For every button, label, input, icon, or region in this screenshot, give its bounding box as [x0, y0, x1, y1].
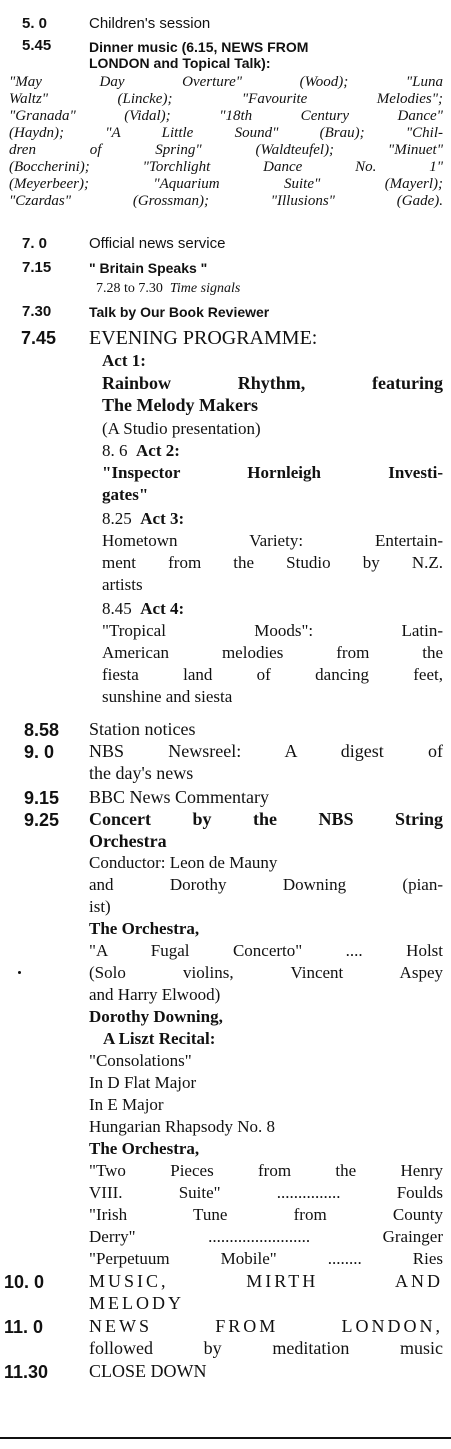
entry-text: Orchestra	[89, 831, 167, 851]
sub-time: 7.28 to 7.30	[96, 281, 163, 296]
act-text: "Inspector Hornleigh Investi-	[102, 463, 443, 482]
entry-text: and Harry Elwood)	[89, 985, 221, 1004]
act-time: 8.25	[102, 509, 132, 528]
entry-time: 10. 0	[4, 1272, 45, 1292]
entry-text: (Solo violins, Vincent Aspey	[89, 963, 443, 982]
entry-time: 7.30	[22, 303, 52, 320]
notes-line: "Czardas" (Grossman); "Illusions" (Gade).	[9, 193, 443, 209]
entry-text: MELODY	[89, 1293, 184, 1313]
entry-time: 11.30	[4, 1362, 49, 1382]
act-text: sunshine and siesta	[102, 687, 233, 706]
entry-text: Derry" ........................ Grainger	[89, 1227, 443, 1246]
entry-text: CLOSE DOWN	[89, 1361, 207, 1381]
entry-text: "Consolations"	[89, 1051, 192, 1070]
act-label: Act 1:	[102, 351, 146, 370]
notes-line: (Meyerbeer); "Aquarium Suite" (Mayerl);	[9, 176, 443, 192]
entry-time: 7.45	[21, 328, 57, 348]
entry-text: MUSIC, MIRTH AND	[89, 1271, 443, 1291]
entry-text: and Dorothy Downing (pian-	[89, 875, 443, 894]
entry-text: followed by meditation music	[89, 1338, 443, 1358]
entry-time: 5.45	[22, 37, 52, 54]
act-label: Act 4:	[140, 599, 185, 618]
bottom-rule	[0, 1437, 451, 1439]
entry-text: In D Flat Major	[89, 1073, 197, 1092]
entry-text: "Irish Tune from County	[89, 1205, 443, 1224]
notes-line: "Granada" (Vidal); "18th Century Dance"	[9, 108, 443, 124]
entry-time: 9. 0	[24, 742, 55, 762]
act-text: "Tropical Moods": Latin-	[102, 621, 443, 640]
entry-time: 5. 0	[22, 15, 48, 32]
act-time: 8.45	[102, 599, 132, 618]
entry-text: Dinner music (6.15, NEWS FROM	[89, 39, 309, 55]
entry-time: 7. 0	[22, 235, 48, 252]
entry-text: NEWS FROM LONDON,	[89, 1316, 443, 1336]
entry-text: Dorothy Downing,	[89, 1007, 223, 1026]
entry-text: The Orchestra,	[89, 919, 200, 938]
entry-text: Children's session	[89, 15, 211, 32]
entry-time: 9.25	[24, 810, 60, 830]
act-text: gates"	[102, 485, 149, 504]
entry-text: BBC News Commentary	[89, 787, 269, 807]
notes-line: Waltz" (Lincke); "Favourite Melodies";	[9, 91, 443, 107]
notes-line: "May Day Overture" (Wood); "Luna	[9, 74, 443, 90]
entry-text: Conductor: Leon de Mauny	[89, 853, 278, 872]
notes-line: (Boccherini); "Torchlight Dance No. 1"	[9, 159, 443, 175]
entry-text: the day's news	[89, 763, 194, 783]
act-text: (A Studio presentation)	[102, 419, 261, 438]
entry-text: Concert by the NBS String	[89, 809, 443, 829]
entry-text: "Two Pieces from the Henry	[89, 1161, 443, 1180]
notes-line: (Haydn); "A Little Sound" (Brau); "Chil-	[9, 125, 443, 141]
act-text: American melodies from the	[102, 643, 443, 662]
entry-text: A Liszt Recital:	[103, 1029, 216, 1048]
stray-dot	[18, 971, 21, 974]
entry-time: 9.15	[24, 788, 60, 808]
entry-text: VIII. Suite" ............... Foulds	[89, 1183, 443, 1202]
entry-text: " Britain Speaks "	[89, 260, 208, 276]
entry-text: Talk by Our Book Reviewer	[89, 304, 270, 320]
act-text: Rainbow Rhythm, featuring	[102, 373, 443, 393]
entry-text: In E Major	[89, 1095, 164, 1114]
act-text: ment from the Studio by N.Z.	[102, 553, 443, 572]
act-text: Hometown Variety: Entertain-	[102, 531, 443, 550]
entry-text: Official news service	[89, 235, 226, 252]
act-label: Act 2:	[136, 441, 180, 460]
notes-line: dren of Spring" (Waldteufel); "Minuet"	[9, 142, 443, 158]
entry-text: NBS Newsreel: A digest of	[89, 741, 443, 761]
entry-text: Hungarian Rhapsody No. 8	[89, 1117, 276, 1136]
act-label: Act 3:	[140, 509, 185, 528]
entry-time: 8.58	[24, 720, 60, 740]
entry-time: 11. 0	[4, 1317, 44, 1337]
entry-text: LONDON and Topical Talk):	[89, 55, 271, 71]
dinner-music-notes	[9, 74, 443, 210]
entry-text: ist)	[89, 897, 111, 916]
act-time: 8. 6	[102, 441, 128, 460]
programme-heading: EVENING PROGRAMME:	[89, 327, 318, 349]
entry-time: 7.15	[22, 259, 52, 276]
act-text: fiesta land of dancing feet,	[102, 665, 443, 684]
act-text: The Melody Makers	[102, 395, 258, 415]
entry-text: The Orchestra,	[89, 1139, 200, 1158]
act-text: artists	[102, 575, 143, 594]
entry-text: "Perpetuum Mobile" ........ Ries	[89, 1249, 443, 1268]
entry-text: "A Fugal Concerto" .... Holst	[89, 941, 443, 960]
sub-text: Time signals	[169, 281, 241, 296]
entry-text: Station notices	[89, 719, 196, 739]
